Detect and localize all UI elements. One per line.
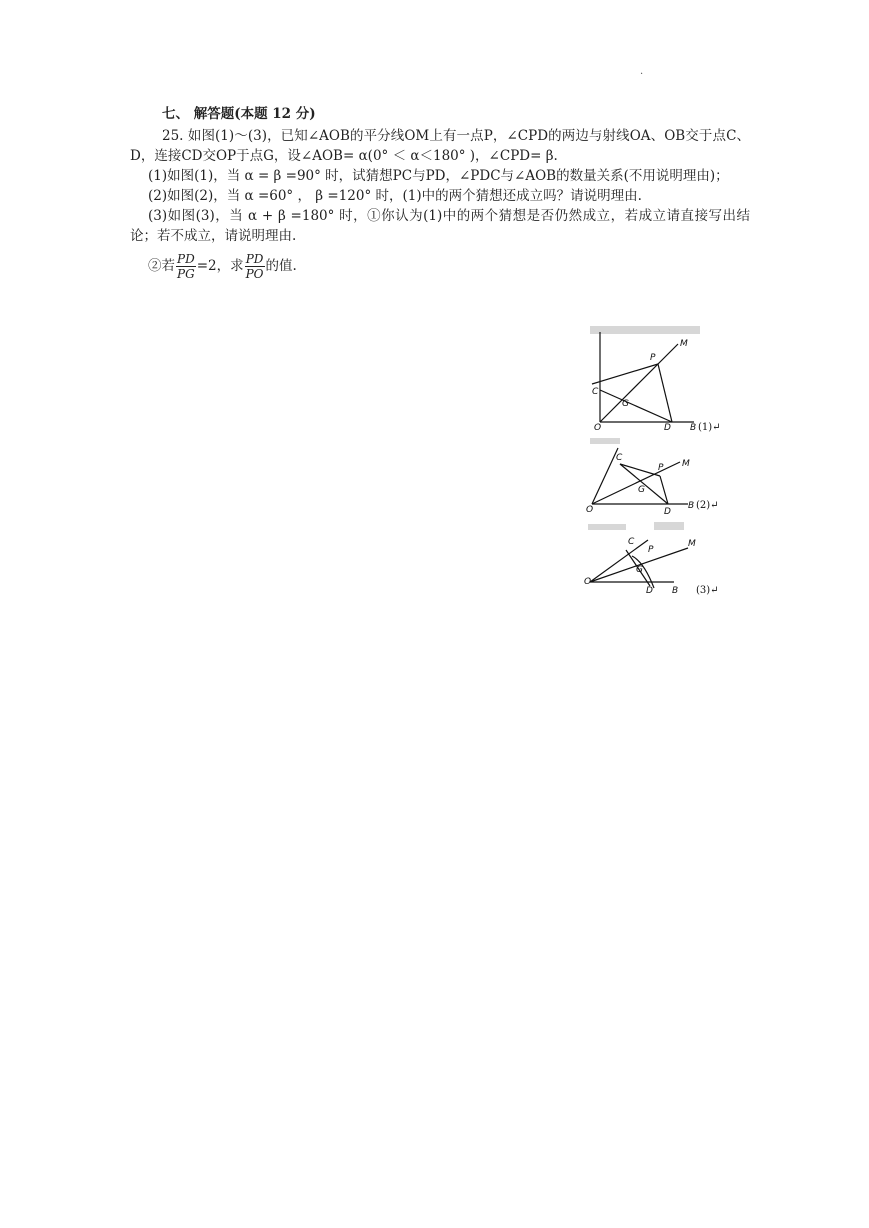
section-title: 七、 解答题(本题 12 分) <box>162 106 316 122</box>
figure-2 <box>584 436 734 518</box>
fraction-denominator: PG <box>177 267 195 281</box>
label-o: O <box>586 505 594 515</box>
segment-cd <box>600 390 672 422</box>
q2-suffix: 的值. <box>265 258 297 274</box>
label-p: P <box>658 463 664 473</box>
label-o: O <box>584 577 592 587</box>
bisector-om <box>600 344 678 422</box>
problem-intro: 25. 如图(1)～(3)，已知∠AOB的平分线OM上有一点P，∠CPD的两边与射线OA、OB交于点C、D，连接CD交OP于点G，设∠AOB= α(0° ＜ α＜180° )，∠CPD= β. <box>130 128 750 164</box>
label-o: O <box>594 423 602 433</box>
figure-3-caption: (3)↵ <box>696 585 719 596</box>
ray-oa <box>592 448 618 504</box>
problem-part-3: (3)如图(3)，当 α + β =180° 时，①你认为(1)中的两个猜想是否仍然成立，若成立请直接写出结论；若不成立，请说明理由. <box>130 208 750 244</box>
figure-2-caption: (2)↵ <box>696 500 719 511</box>
blurred-header <box>590 438 620 444</box>
blurred-header <box>590 326 700 334</box>
fraction-denominator: PO <box>245 267 264 281</box>
label-m: M <box>688 539 696 549</box>
label-d: D <box>664 423 671 433</box>
figure-3-diagram <box>584 518 734 598</box>
blurred-header-right <box>654 522 684 530</box>
label-g: G <box>622 399 629 409</box>
q2-equation: =2，求 <box>196 258 244 274</box>
segment-pd <box>658 364 672 422</box>
label-c: C <box>628 537 635 547</box>
q2-prefix: ②若 <box>148 258 175 274</box>
fraction-pd-po <box>245 252 265 281</box>
page-dot: . <box>640 66 644 77</box>
label-d: D <box>664 507 671 517</box>
figure-1-diagram <box>584 324 734 436</box>
label-b: B <box>672 586 679 596</box>
label-c: C <box>616 453 623 463</box>
label-g: G <box>636 565 643 575</box>
label-d: D <box>646 586 653 596</box>
label-m: M <box>680 339 688 349</box>
fraction-numerator: PD <box>245 252 264 266</box>
blurred-header-left <box>588 524 626 530</box>
figures-column <box>584 324 734 598</box>
fraction-numerator: PD <box>177 252 195 266</box>
label-b: B <box>688 501 695 511</box>
fraction-pd-pg <box>176 252 196 281</box>
figure-1 <box>584 324 734 436</box>
label-p: P <box>648 545 654 555</box>
problem-part-1: (1)如图(1)，当 α = β =90° 时，试猜想PC与PD，∠PDC与∠AOB的数量关系(不用说明理由)； <box>148 168 729 184</box>
figure-3 <box>584 518 734 598</box>
label-p: P <box>650 353 656 363</box>
label-g: G <box>638 485 645 495</box>
label-b: B <box>690 423 697 433</box>
label-m: M <box>682 459 690 469</box>
segment-cp <box>620 464 660 476</box>
problem-block <box>130 104 750 281</box>
problem-part-2: (2)如图(2)，当 α =60° ， β =120° 时，(1)中的两个猜想还成立吗？请说明理由. <box>148 188 642 204</box>
figure-1-caption: (1)↵ <box>698 422 721 433</box>
label-c: C <box>592 387 599 397</box>
figure-2-diagram <box>584 436 734 518</box>
problem-part-3-question-2 <box>130 252 750 281</box>
segment-pd <box>660 476 668 504</box>
